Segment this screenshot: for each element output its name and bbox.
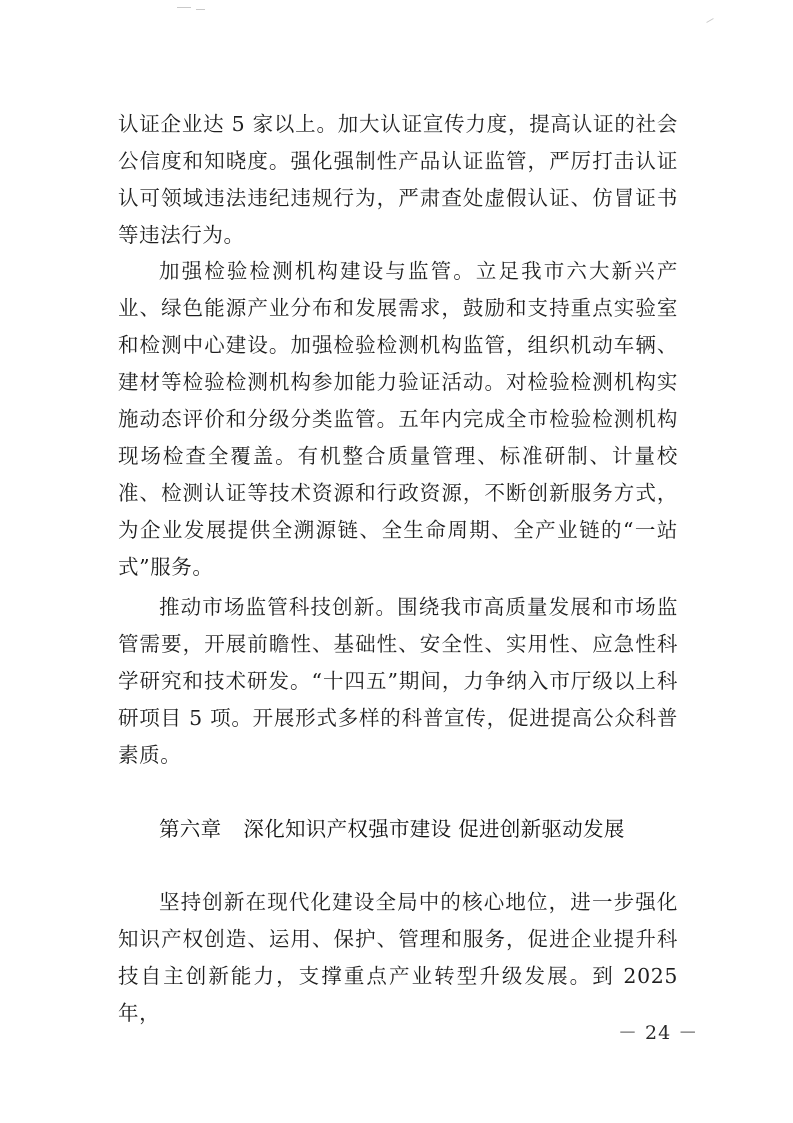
paragraph-testing-text: 加强检验检测机构建设与监管。立足我市六大新兴产业、绿色能源产业分布和发展需求，鼓励和支持重点实验室和检测中心建设。加强检验检测机构监管，组织机动车辆、建材等检验检测机构参加能力验证活动。对检验检测机构实施动态评价和分级分类监管。五年内完成全市检验检测机构现场检查全覆盖。有机整合质量管理、标准研制、计量校准、检测认证等技术资源和行政资源，不断创新服务方式，为企业发展提供全溯源链、全生命周期、全产业链的“一站式”服务。 — [118, 259, 678, 579]
paragraph-testing-institutions — [118, 253, 678, 586]
page-number: － 24 － — [618, 1022, 699, 1044]
paragraph-chapter-intro — [118, 884, 678, 1032]
paragraph-continued — [118, 106, 678, 254]
paragraph-innovation-text: 推动市场监管科技创新。围绕我市高质量发展和市场监管需要，开展前瞻性、基础性、安全性、实用性、应急性科学研究和技术研发。“十四五”期间，力争纳入市厅级以上科研项目 5 项。开展形式多样的科普宣传，促进提高公众科普素质。 — [118, 595, 678, 767]
scan-artifact-line — [706, 18, 713, 23]
scan-artifact-line — [177, 7, 191, 8]
paragraph-intro-text: 坚持创新在现代化建设全局中的核心地位，进一步强化知识产权创造、运用、保护、管理和服务，促进企业提升科技自主创新能力，支撑重点产业转型升级发展。到 2025 年， — [118, 890, 678, 1025]
paragraph-technology-innovation — [118, 589, 678, 774]
chapter-number: 第六章 — [159, 817, 222, 841]
scan-artifact-line — [196, 9, 205, 10]
chapter-heading — [159, 811, 679, 848]
chapter-title: 深化知识产权强市建设 促进创新驱动发展 — [243, 817, 625, 841]
paragraph-certification: 认证企业达 5 家以上。加大认证宣传力度，提高认证的社会公信度和知晓度。强化强制性产品认证监管，严厉打击认证认可领域违法违纪违规行为，严肃查处虚假认证、仿冒证书等违法行为。 — [118, 112, 678, 247]
